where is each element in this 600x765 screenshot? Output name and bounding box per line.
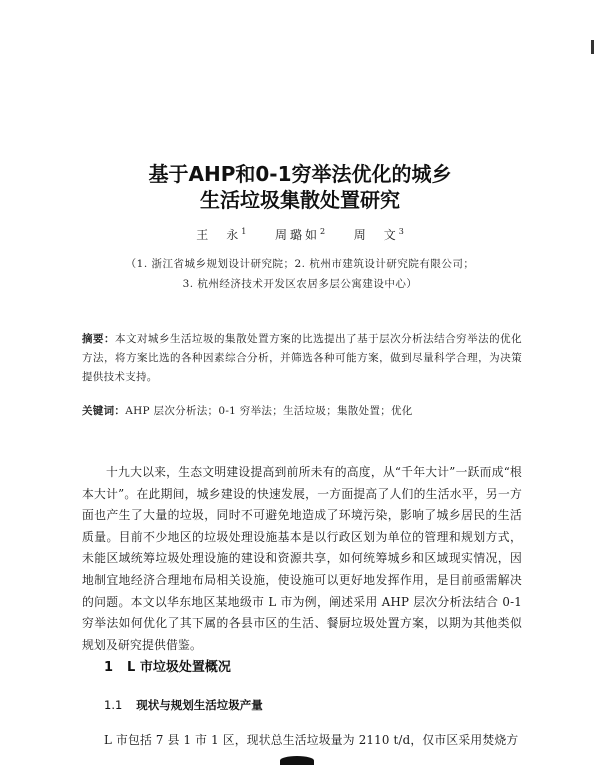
scan-edge-mark bbox=[591, 40, 594, 54]
author-affiliation-mark: 3 bbox=[398, 227, 404, 236]
page-number-blot bbox=[280, 756, 314, 765]
author-name: 周 文 bbox=[353, 228, 399, 242]
author-name: 周璐如 bbox=[274, 228, 320, 242]
author-list bbox=[0, 226, 600, 243]
abstract-label: 摘要： bbox=[82, 333, 116, 345]
subsection-heading-1-1 bbox=[104, 697, 263, 713]
affiliation-line-1: （1. 浙江省城乡规划设计研究院；2. 杭州市建筑设计研究院有限公司； bbox=[125, 258, 475, 270]
section-title: L 市垃圾处置概况 bbox=[127, 660, 231, 675]
subsection-title: 现状与规划生活垃圾产量 bbox=[136, 698, 263, 712]
keywords bbox=[82, 403, 522, 418]
abstract-text: 本文对城乡生活垃圾的集散处置方案的比选提出了基于层次分析法结合穷举法的优化方法，将方案比选的各种因素综合分析，并筛选各种可能方案，做到尽量科学合理，为决策提供技术支持。 bbox=[82, 333, 522, 383]
subsection-number: 1.1 bbox=[104, 698, 123, 712]
section-heading-1 bbox=[104, 656, 231, 675]
body-line: L 市包括 7 县 1 市 1 区，现状总生活垃圾量为 2110 t/d，仅市区采用焚烧方 bbox=[104, 733, 519, 747]
intro-paragraph: 十九大以来，生态文明建设提高到前所未有的高度，从“千年大计”一跃而成“根本大计”。在此期间，城乡建设的快速发展，一方面提高了人们的生活水平，另一方面也产生了大量的垃圾，同时不可避免地造成了环境污染，影响了城乡居民的生活质量。目前不少地区的垃圾处理设施基本是以行政区划为单位的管理和规划方式，未能区域统筹垃圾处理设施的建设和资源共享，如何统筹城乡和区域现实情况，因地制宜地经济合理地布局相关设施，使设施可以更好地发挥作用，是目前亟需解决的问题。本文以华东地区某地级市 L 市为例，阐述采用 AHP 层次分析法结合 0-1 穷举法如何优化了其下属的各县市区的生活、餐厨垃圾处置方案，以期为其他类似规划及研究提供借鉴。 bbox=[82, 465, 522, 652]
keywords-label: 关键词： bbox=[82, 405, 126, 417]
section-number: 1 bbox=[104, 660, 114, 675]
paper-title-line-2: 生活垃圾集散处置研究 bbox=[200, 188, 400, 212]
author-name: 王 永 bbox=[196, 228, 242, 242]
abstract bbox=[82, 330, 522, 387]
paper-title-line-1: 基于AHP和0-1穷举法优化的城乡 bbox=[148, 162, 452, 186]
author-affiliation-mark: 1 bbox=[241, 227, 247, 236]
author-affiliation-mark: 2 bbox=[319, 227, 326, 236]
keywords-text: AHP 层次分析法；0-1 穷举法；生活垃圾；集散处置；优化 bbox=[125, 405, 413, 417]
affiliation-line-2: 3. 杭州经济技术开发区农居多层公寓建设中心） bbox=[182, 278, 418, 290]
